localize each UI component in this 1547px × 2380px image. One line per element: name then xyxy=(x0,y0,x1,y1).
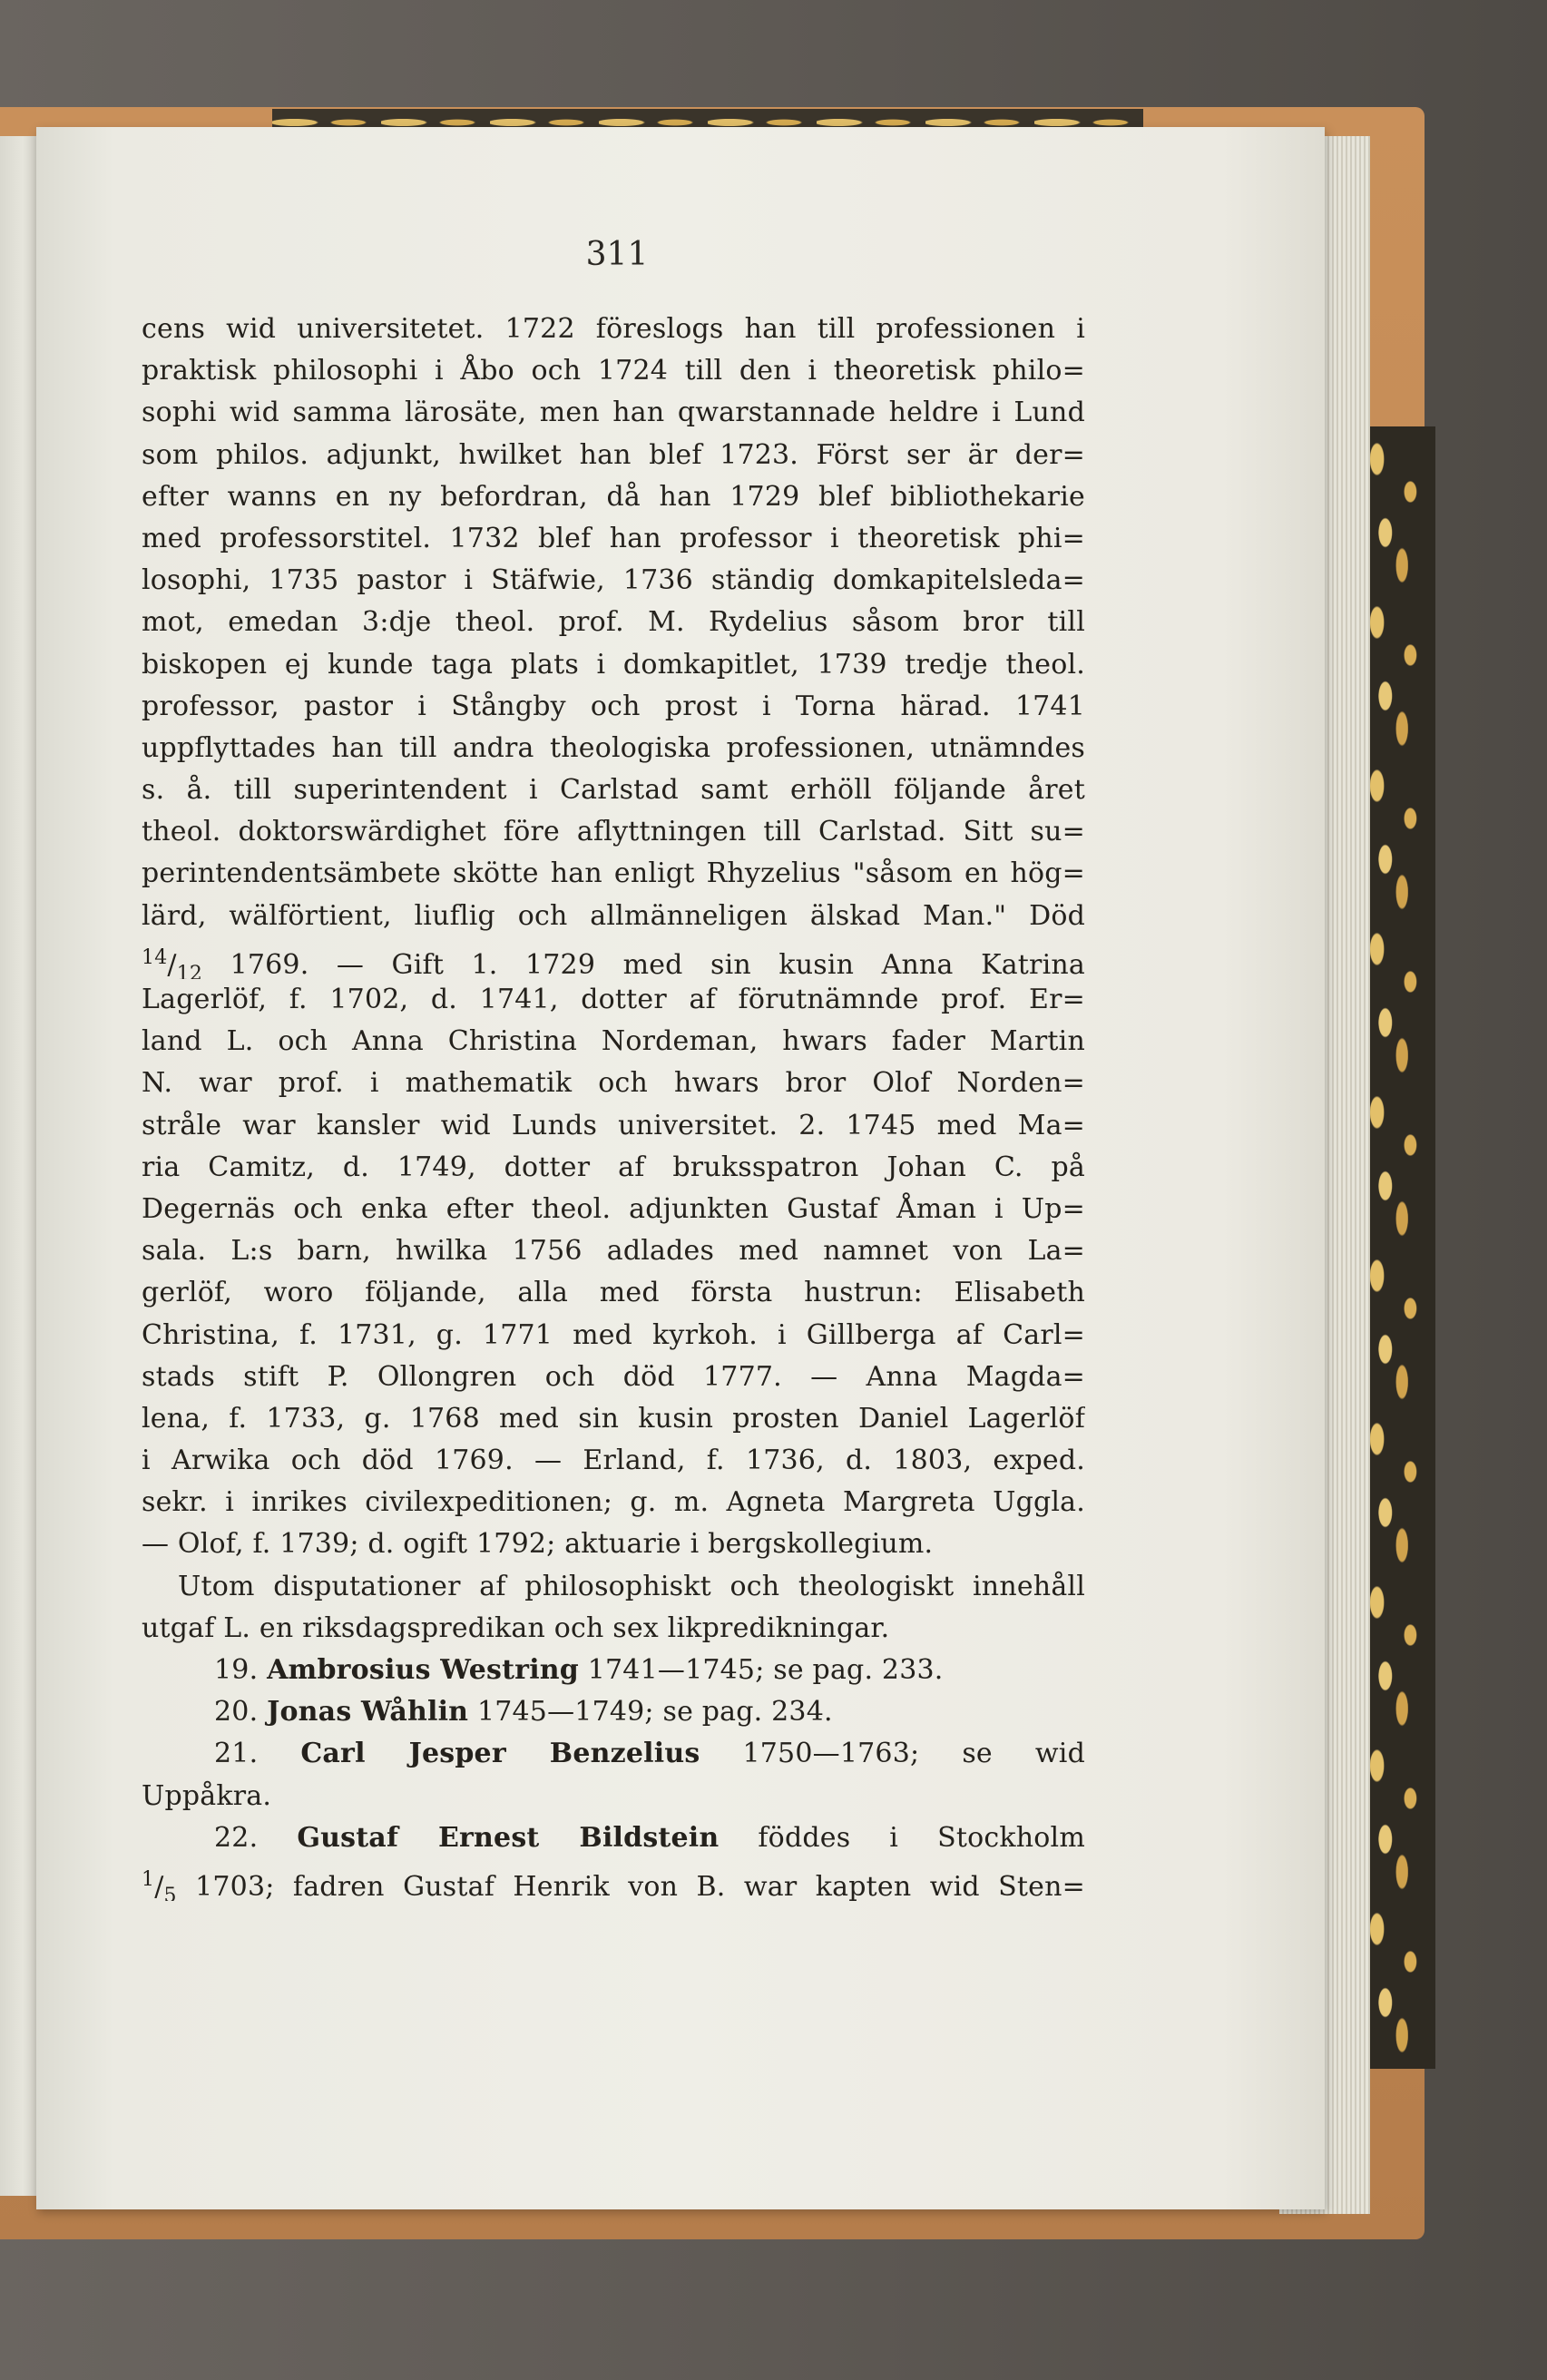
facing-page-edge xyxy=(0,136,38,2196)
text-line: professor, pastor i Stångby och prost i Torna härad. 1741 xyxy=(142,690,1085,722)
entry-name: Carl Jesper Benzelius xyxy=(300,1738,700,1770)
text-line: ria Camitz, d. 1749, dotter af bruksspatron Johan C. på xyxy=(142,1151,1085,1183)
text-line: Uppåkra. xyxy=(142,1779,272,1812)
text-line: N. war prof. i mathematik och hwars bror Olof Norden= xyxy=(142,1067,1085,1100)
text-line: lena, f. 1733, g. 1768 med sin kusin prosten Daniel Lagerlöf xyxy=(142,1402,1085,1435)
text-line: praktisk philosophi i Åbo och 1724 till den i theoretisk philo= xyxy=(142,355,1085,387)
text-line: Utom disputationer af philosophiskt och theologiskt innehåll xyxy=(178,1570,1085,1602)
text-line: sophi wid samma lärosäte, men han qwarstannade heldre i Lund xyxy=(142,397,1085,429)
text-line: mot, emedan 3:dje theol. prof. M. Rydelius såsom bror till xyxy=(142,606,1085,639)
text-line: s. å. till superintendent i Carlstad samt erhöll följande året xyxy=(142,774,1085,807)
text-line: sala. L:s barn, hwilka 1756 adlades med namnet von La= xyxy=(142,1235,1085,1268)
entry-number: 21. xyxy=(214,1738,259,1770)
fraction-numerator: 14 xyxy=(142,945,168,969)
text-line: i Arwika och död 1769. — Erland, f. 1736, d. 1803, exped. xyxy=(142,1445,1085,1477)
body-text xyxy=(142,309,1085,1901)
text-line-death-date: $^{14}/_{12}$ 1769. — Gift 1. 1729 med sin kusin Anna Katrina xyxy=(142,937,1085,979)
text-line: lärd, wälförtient, liuflig och allmänneligen älskad Man." Död xyxy=(142,899,1085,932)
entry-22 xyxy=(142,1817,1085,1859)
text-line: stråle war kansler wid Lunds universitet. 2. 1745 med Ma= xyxy=(142,1109,1085,1141)
text-line: Lagerlöf, f. 1702, d. 1741, dotter af förutnämnde prof. Er= xyxy=(142,984,1085,1015)
entry-text: 1745—1749; se pag. 234. xyxy=(468,1696,833,1729)
entry-20 xyxy=(142,1691,1085,1733)
text-line: gerlöf, woro följande, alla med första hustrun: Elisabeth xyxy=(142,1277,1085,1309)
text-line: uppflyttades han till andra theologiska professionen, utnämndes xyxy=(142,731,1085,764)
text-line: biskopen ej kunde taga plats i domkapitlet, 1739 tredje theol. xyxy=(142,648,1085,681)
fraction-denominator: 12 xyxy=(176,962,203,979)
entry-21 xyxy=(142,1733,1085,1775)
entry-text: föddes i Stockholm xyxy=(719,1821,1085,1854)
entry-number: 22. xyxy=(214,1821,259,1854)
text-line: Degernäs och enka efter theol. adjunkten Gustaf Åman i Up= xyxy=(142,1192,1085,1225)
final-line-rest: 1703; fadren Gustaf Henrik von B. war kapten wid Sten= xyxy=(176,1870,1085,1902)
text-line: med professorstitel. 1732 blef han professor i theoretisk phi= xyxy=(142,522,1085,554)
text-line: efter wanns en ny befordran, då han 1729 blef bibliothekarie xyxy=(142,480,1085,513)
text-line: utgaf L. en riksdagspredikan och sex likpredikningar. xyxy=(142,1611,890,1644)
text-line: cens wid universitetet. 1722 föreslogs han till professionen i xyxy=(142,313,1085,345)
death-date-rest: 1769. — Gift 1. 1729 med sin kusin Anna Katrina xyxy=(202,948,1085,979)
entry-name: Gustaf Ernest Bildstein xyxy=(297,1821,720,1854)
text-line: sekr. i inrikes civilexpeditionen; g. m. Agneta Margreta Uggla. xyxy=(142,1486,1085,1519)
text-line: — Olof, f. 1739; d. ogift 1792; aktuarie i bergskollegium. xyxy=(142,1528,934,1561)
entry-19 xyxy=(142,1650,1085,1691)
entry-number: 19. xyxy=(214,1654,259,1686)
entry-number: 20. xyxy=(214,1696,259,1729)
text-line: theol. doktorswärdighet före aflyttningen till Carlstad. Sitt su= xyxy=(142,816,1085,848)
text-line: losophi, 1735 pastor i Stäfwie, 1736 ständig domkapitelsleda= xyxy=(142,564,1085,597)
entry-text: 1741—1745; se pag. 233. xyxy=(578,1654,944,1686)
fraction-numerator: 1 xyxy=(142,1867,155,1891)
fraction-denominator: 5 xyxy=(163,1884,177,1902)
text-line: perintendentsämbete skötte han enligt Rhyzelius "såsom en hög= xyxy=(142,857,1085,890)
entry-text: 1750—1763; se wid xyxy=(700,1738,1085,1770)
text-line-final: $^1/_5$ 1703; fadren Gustaf Henrik von B. war kapten wid Sten= xyxy=(142,1859,1085,1901)
page-number: 311 xyxy=(585,236,649,273)
text-line: som philos. adjunkt, hwilket han blef 1723. Först ser är der= xyxy=(142,438,1085,471)
text-line: stads stift P. Ollongren och död 1777. — Anna Magda= xyxy=(142,1360,1085,1393)
text-line: Christina, f. 1731, g. 1771 med kyrkoh. i Gillberga af Carl= xyxy=(142,1318,1085,1351)
entry-name: Jonas Wåhlin xyxy=(267,1696,469,1729)
entry-name: Ambrosius Westring xyxy=(267,1654,579,1686)
text-line: land L. och Anna Christina Nordeman, hwars fader Martin xyxy=(142,1025,1085,1058)
